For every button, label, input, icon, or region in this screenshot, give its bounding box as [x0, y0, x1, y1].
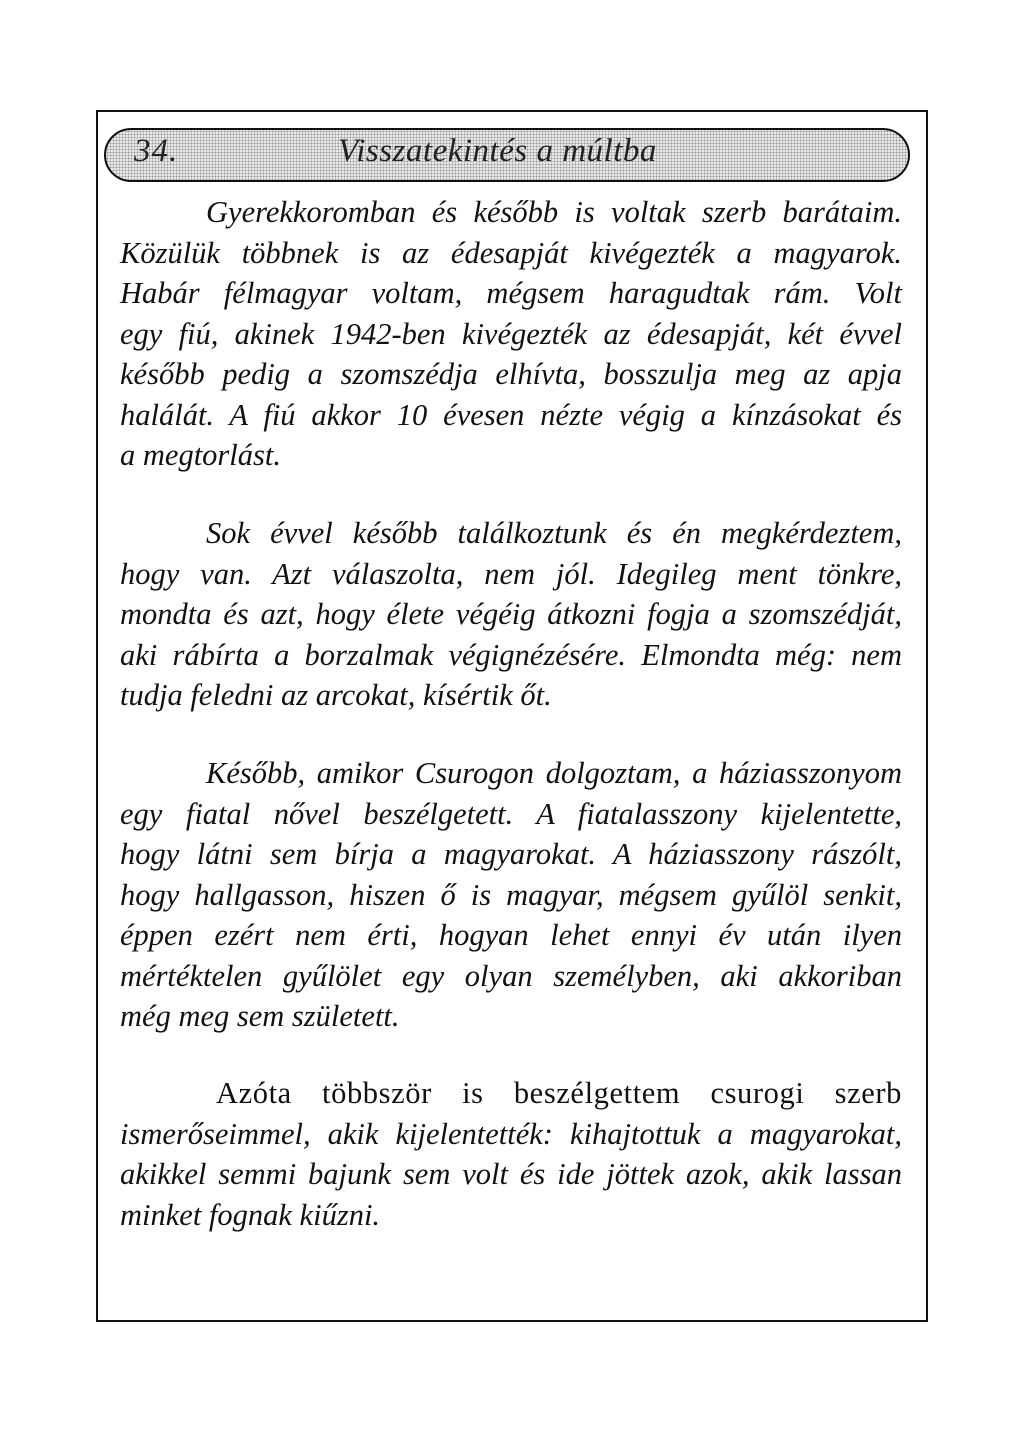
- text-line: később pedig a szomszédja elhívta, bosszulja meg az apja: [120, 357, 902, 391]
- text-line: akikkel semmi bajunk sem volt és ide jöttek azok, akik lassan: [120, 1157, 902, 1191]
- text-line: halálát. A fiú akkor 10 évesen nézte végig a kínzásokat és: [120, 397, 902, 432]
- paragraph-3: [120, 753, 902, 1037]
- text-line: hogy látni sem bírja a magyarokat. A háziasszony rászólt,: [120, 837, 902, 871]
- text-line: Azóta többször is beszélgettem csurogi szerb: [216, 1076, 902, 1110]
- paragraph-1: [120, 192, 902, 476]
- text-line: Később, amikor Csurogon dolgoztam, a háziasszonyom: [206, 756, 902, 790]
- text-line: mértéktelen gyűlölet egy olyan személyben, aki akkoriban: [120, 958, 902, 993]
- text-line: aki rábírta a borzalmak végignézésére. Elmondta még: nem: [120, 637, 902, 672]
- paragraph-2: [120, 513, 902, 716]
- text-line: hogy van. Azt válaszolta, nem jól. Idegileg ment tönkre,: [120, 556, 902, 591]
- chapter-header-banner: [104, 128, 910, 182]
- text-line: mondta és azt, hogy élete végéig átkozni fogja a szomszédját,: [120, 597, 902, 631]
- text-line: tudja feledni az arcokat, kísértik őt.: [120, 678, 552, 712]
- text-line: éppen ezért nem érti, hogyan lehet ennyi év után ilyen: [120, 918, 902, 952]
- text-line: egy fiú, akinek 1942-ben kivégezték az édesapját, két évvel: [120, 316, 902, 351]
- text-line: minket fognak kiűzni.: [120, 1197, 381, 1232]
- text-line: ismerőseimmel, akik kijelentették: kihajtottuk a magyarokat,: [120, 1116, 902, 1151]
- text-line: Habár félmagyar voltam, mégsem haragudtak rám. Volt: [120, 276, 902, 310]
- text-line: egy fiatal nővel beszélgetett. A fiatalasszony kijelentette,: [120, 796, 902, 831]
- text-line: Gyerekkoromban és később is voltak szerb barátaim.: [206, 195, 902, 229]
- text-line: Közülük többnek is az édesapját kivégezték a magyarok.: [120, 235, 902, 270]
- paragraph-4: [120, 1073, 902, 1235]
- text-line: Sok évvel később találkoztunk és én megkérdeztem,: [206, 516, 902, 550]
- chapter-title: Visszatekintés a múltba: [338, 133, 657, 169]
- text-line: a megtorlást.: [120, 438, 281, 472]
- chapter-number: 34.: [134, 133, 179, 169]
- text-line: hogy hallgasson, hiszen ő is magyar, mégsem gyűlöl senkit,: [120, 877, 902, 912]
- text-line: még meg sem született.: [120, 999, 400, 1033]
